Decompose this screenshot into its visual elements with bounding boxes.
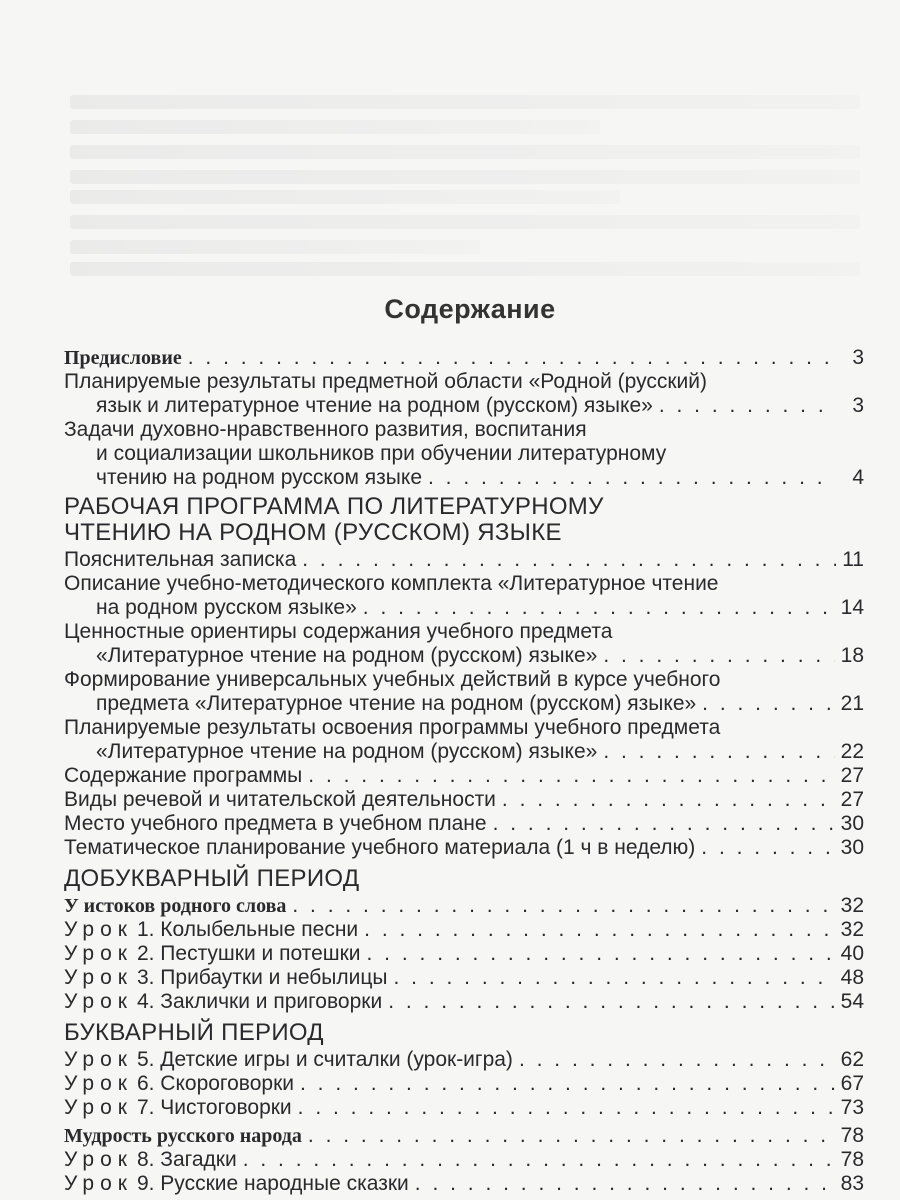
entry-title: Тематическое планирование учебного материала (1 ч в неделю): [64, 836, 696, 859]
entry-title: «Литературное чтение на родном (русском) языке»: [96, 740, 598, 763]
page-number: 30: [840, 836, 864, 859]
dot-leader: [394, 966, 835, 990]
dot-leader: [243, 1148, 835, 1172]
page-number: 83: [840, 1172, 864, 1195]
dot-leader: [702, 692, 834, 716]
dot-leader: [388, 990, 834, 1014]
toc-entry[interactable]: [64, 788, 864, 812]
page-number: 22: [840, 740, 864, 763]
entry-title: предмета «Литературное чтение на родном (русском) языке»: [96, 692, 697, 715]
page-number: 73: [840, 1096, 864, 1119]
toc-entry[interactable]: [64, 836, 864, 860]
page-number: 4: [852, 466, 864, 489]
page-number: 21: [840, 692, 864, 715]
lesson-label: Урок: [64, 918, 133, 941]
page-number: 11: [842, 548, 864, 571]
dot-leader: [298, 1096, 835, 1120]
group-title: Мудрость русского народа: [64, 1125, 302, 1147]
dot-leader: [367, 942, 835, 966]
dot-leader: [603, 644, 834, 668]
toc-entry-cont[interactable]: [96, 394, 864, 418]
dot-leader: [308, 1124, 835, 1148]
lesson-entry[interactable]: [64, 990, 864, 1014]
dot-leader: [364, 918, 834, 942]
dot-leader: [493, 812, 835, 836]
section-heading: РАБОЧАЯ ПРОГРАММА ПО ЛИТЕРАТУРНОМУ: [64, 493, 604, 520]
bleed-through: [70, 170, 860, 184]
toc-entry[interactable]: [64, 346, 864, 370]
toc-group[interactable]: [64, 1124, 864, 1148]
lesson-title: 3. Прибаутки и небылицы: [136, 966, 388, 989]
entry-title: Предисловие: [64, 347, 182, 369]
toc-entry-cont[interactable]: [96, 692, 864, 716]
page-number: 27: [840, 764, 864, 787]
toc-entry-cont[interactable]: [96, 596, 864, 620]
toc-entry-cont[interactable]: [96, 442, 864, 466]
entry-title: Ценностные ориентиры содержания учебного предмета: [64, 620, 613, 643]
lesson-title: 5. Детские игры и считалки (урок-игра): [136, 1048, 513, 1071]
toc-entry[interactable]: [64, 764, 864, 788]
dot-leader: [188, 346, 836, 370]
entry-title: и социализации школьников при обучении литературному: [96, 442, 667, 465]
page-number: 40: [840, 942, 864, 965]
entry-title: язык и литературное чтение на родном (русском) языке»: [96, 394, 653, 417]
page-number: 3: [852, 394, 864, 417]
section-heading: ДОБУКВАРНЫЙ ПЕРИОД: [64, 865, 360, 892]
dot-leader: [302, 548, 836, 572]
lesson-label: Урок: [64, 942, 133, 965]
section-heading: ЧТЕНИЮ НА РОДНОМ (РУССКОМ) ЯЗЫКЕ: [64, 519, 562, 546]
dot-leader: [701, 836, 834, 860]
toc-entry[interactable]: [64, 370, 864, 394]
group-title: У истоков родного слова: [64, 895, 287, 917]
entry-title: Описание учебно-методического комплекта «Литературное чтение: [64, 572, 719, 595]
toc-group[interactable]: [64, 894, 864, 918]
bleed-through: [70, 190, 620, 204]
bleed-through: [70, 215, 860, 229]
lesson-entry[interactable]: [64, 1048, 864, 1072]
lesson-label: Урок: [64, 1172, 133, 1195]
page-number: 32: [840, 918, 864, 941]
lesson-entry[interactable]: [64, 966, 864, 990]
dot-leader: [292, 894, 834, 918]
page-title: Содержание: [384, 294, 556, 324]
page-number: 67: [840, 1072, 864, 1095]
dot-leader: [603, 740, 834, 764]
toc-entry[interactable]: [64, 620, 864, 644]
toc-entry[interactable]: [64, 812, 864, 836]
page-number: 54: [840, 990, 864, 1013]
page-number: 3: [852, 346, 864, 369]
lesson-entry[interactable]: [64, 918, 864, 942]
lesson-entry[interactable]: [64, 1148, 864, 1172]
dot-leader: [659, 394, 836, 418]
toc-entry[interactable]: [64, 572, 864, 596]
lesson-title: 1. Колыбельные песни: [136, 918, 359, 941]
lesson-label: Урок: [64, 966, 133, 989]
dot-leader: [363, 596, 835, 620]
lesson-title: 6. Скороговорки: [136, 1072, 295, 1095]
lesson-entry[interactable]: [64, 1072, 864, 1096]
lesson-entry[interactable]: [64, 1172, 864, 1196]
bleed-through: [70, 95, 860, 109]
bleed-through: [70, 145, 860, 159]
page-number: 27: [840, 788, 864, 811]
toc-entry-cont[interactable]: [96, 644, 864, 668]
bleed-through: [70, 240, 480, 254]
toc-entry-cont[interactable]: [96, 466, 864, 490]
bleed-through: [70, 262, 860, 276]
entry-title: чтению на родном русском языке: [96, 466, 423, 489]
lesson-label: Урок: [64, 1148, 133, 1171]
lesson-label: Урок: [64, 1072, 133, 1095]
dot-leader: [300, 1072, 835, 1096]
page-number: 18: [840, 644, 864, 667]
lesson-title: 9. Русские народные сказки: [136, 1172, 409, 1195]
bleed-through: [70, 120, 600, 134]
entry-title: Пояснительная записка: [64, 548, 297, 571]
entry-title: Место учебного предмета в учебном плане: [64, 812, 487, 835]
dot-leader: [308, 764, 834, 788]
entry-title: Формирование универсальных учебных действий в курсе учебного: [64, 668, 721, 691]
entry-title: на родном русском языке»: [96, 596, 357, 619]
lesson-entry[interactable]: [64, 1096, 864, 1120]
lesson-title: 8. Загадки: [136, 1148, 237, 1171]
page-number: 32: [840, 894, 864, 917]
toc-entry[interactable]: [64, 668, 864, 692]
entry-title: Планируемые результаты освоения программы учебного предмета: [64, 716, 721, 739]
entry-title: «Литературное чтение на родном (русском) языке»: [96, 644, 598, 667]
toc-entry[interactable]: [64, 418, 864, 442]
section-heading: БУКВАРНЫЙ ПЕРИОД: [64, 1019, 324, 1046]
lesson-entry[interactable]: [64, 942, 864, 966]
lesson-title: 2. Пестушки и потешки: [136, 942, 361, 965]
dot-leader: [502, 788, 835, 812]
entry-title: Задачи духовно-нравственного развития, воспитания: [64, 418, 587, 441]
toc-entry[interactable]: [64, 548, 864, 572]
lesson-label: Урок: [64, 990, 133, 1013]
toc-entry-cont[interactable]: [96, 740, 864, 764]
toc-entry[interactable]: [64, 716, 864, 740]
entry-title: Планируемые результаты предметной области «Родной (русский): [64, 370, 708, 393]
page-number: 30: [840, 812, 864, 835]
page-number: 62: [840, 1048, 864, 1071]
page-number: 48: [840, 966, 864, 989]
lesson-title: 7. Чистоговорки: [136, 1096, 292, 1119]
dot-leader: [415, 1172, 835, 1196]
dot-leader: [428, 466, 836, 490]
page-number: 78: [840, 1148, 864, 1171]
dot-leader: [519, 1048, 835, 1072]
entry-title: Виды речевой и читательской деятельности: [64, 788, 496, 811]
page-number: 78: [840, 1124, 864, 1147]
page-number: 14: [840, 596, 864, 619]
lesson-title: 4. Заклички и приговорки: [136, 990, 383, 1013]
entry-title: Содержание программы: [64, 764, 303, 787]
lesson-label: Урок: [64, 1048, 133, 1071]
lesson-label: Урок: [64, 1096, 133, 1119]
